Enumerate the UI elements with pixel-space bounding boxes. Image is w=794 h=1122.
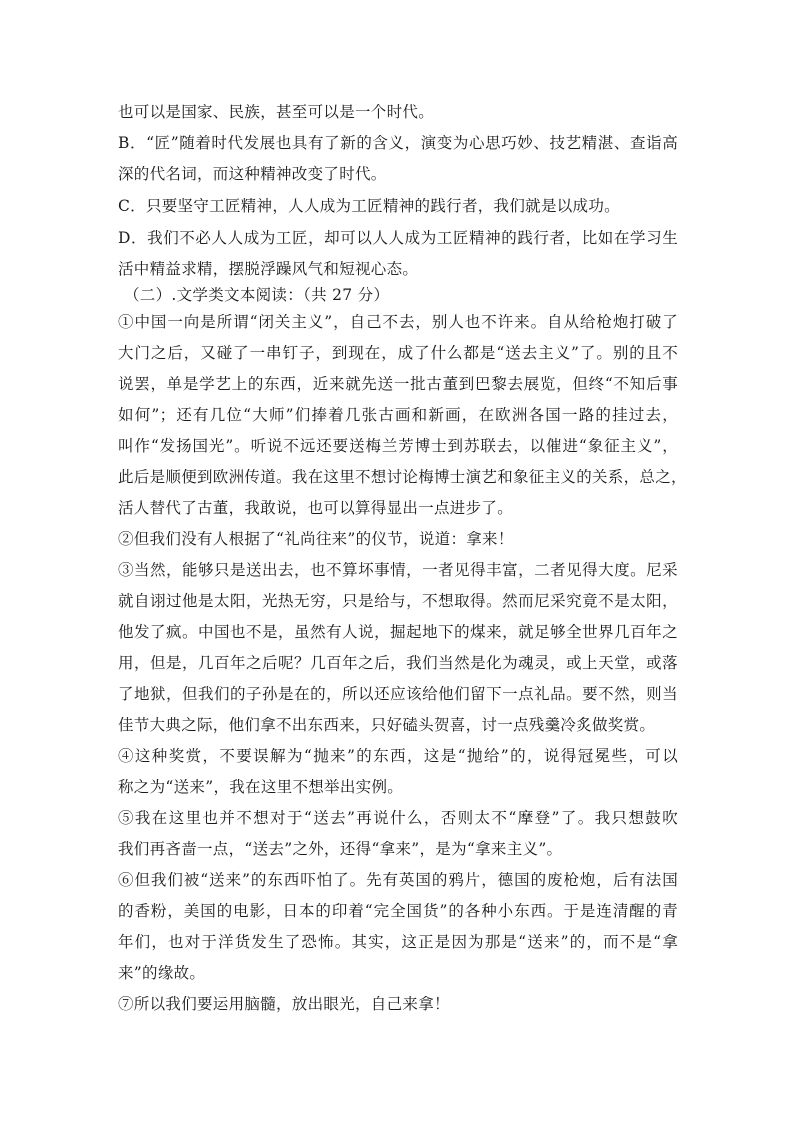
passage-p6-line: 来”的缘故。 <box>118 964 206 982</box>
passage-p1-line: 叫作“发扬国光”。听说不远还要送梅兰芳博士到苏联去，以催进“象征主义”， <box>118 437 678 455</box>
passage-p3-line: ③当然，能够只是送出去，也不算坏事情，一者见得丰富，二者见得大度。尼采 <box>118 561 678 579</box>
passage-p1-line: 活人替代了古董，我敢说，也可以算得显出一点进步了。 <box>118 499 514 517</box>
passage-p1-line: 大门之后，又碰了一串钉子，到现在，成了什么都是“送去主义”了。别的且不 <box>118 344 678 362</box>
option-c-line-1: C．只要坚守工匠精神，人人成为工匠精神的践行者，我们就是以成功。 <box>118 197 620 215</box>
option-b-line-1: B．“匠”随着时代发展也具有了新的含义，演变为心思巧妙、技艺精湛、查诣高 <box>118 134 678 152</box>
passage-p5-line: 我们再吝啬一点，“送去”之外，还得“拿来”，是为“拿来主义”。 <box>118 840 563 858</box>
section-heading: （二）.文学类文本阅读：（共 27 分） <box>124 286 390 304</box>
passage-p6-line: 的香粉，美国的电影，日本的印着“完全国货”的各种小东西。于是连清醒的青 <box>118 902 678 920</box>
option-a-continuation: 也可以是国家、民族，甚至可以是一个时代。 <box>118 103 435 121</box>
passage-p7-line: ⑦所以我们要运用脑髓，放出眼光，自己来拿！ <box>118 995 450 1013</box>
passage-p3-line: 佳节大典之际，他们拿不出东西来，只好磕头贺喜，讨一点残羹冷炙做奖赏。 <box>118 716 656 734</box>
passage-p3-line: 了地狱，但我们的子孙是在的，所以还应该给他们留下一点礼品。要不然，则当 <box>118 685 678 703</box>
option-b-line-2: 深的代名词，而这种精神改变了时代。 <box>118 165 387 183</box>
passage-p3-line: 用，但是，几百年之后呢？几百年之后，我们当然是化为魂灵，或上天堂，或落 <box>118 654 678 672</box>
passage-p6-line: 年们，也对于洋货发生了恐怖。其实，这正是因为那是“送来”的，而不是“拿 <box>118 933 678 951</box>
passage-p1-line: 此后是顺便到欧洲传道。我在这里不想讨论梅博士演艺和象征主义的关系，总之， <box>118 468 687 486</box>
option-d-line-2: 活中精益求精，摆脱浮躁风气和短视心态。 <box>118 260 419 278</box>
passage-p5-line: ⑤我在这里也并不想对于“送去”再说什么，否则太不“摩登”了。我只想鼓吹 <box>118 809 678 827</box>
option-d-line-1: D．我们不必人人成为工匠，却可以人人成为工匠精神的践行者，比如在学习生 <box>118 229 678 247</box>
passage-p3-line: 就自诩过他是太阳，光热无穷，只是给与，不想取得。然而尼采究竟不是太阳， <box>118 592 678 610</box>
passage-p1-line: 如何”；还有几位“大师”们捧着几张古画和新画，在欧洲各国一路的挂过去， <box>118 406 678 424</box>
passage-p6-line: ⑥但我们被“送来”的东西吓怕了。先有英国的鸦片，德国的废枪炮，后有法国 <box>118 871 678 889</box>
passage-p4-line: 称之为“送来”，我在这里不想举出实例。 <box>118 778 404 796</box>
passage-p2-line: ②但我们没有人根据了“礼尚往来”的仪节，说道：拿来！ <box>118 530 514 548</box>
passage-p1-line: ①中国一向是所谓“闭关主义”，自己不去，别人也不许来。自从给枪炮打破了 <box>118 313 678 331</box>
passage-p1-line: 说罢，单是学艺上的东西，近来就先送一批古董到巴黎去展览，但终“不知后事 <box>118 375 678 393</box>
passage-p3-line: 他发了疯。中国也不是，虽然有人说，掘起地下的煤来，就足够全世界几百年之 <box>118 623 678 641</box>
passage-p4-line: ④这种奖赏，不要误解为“抛来”的东西，这是“抛给”的，说得冠冕些，可以 <box>118 747 678 765</box>
